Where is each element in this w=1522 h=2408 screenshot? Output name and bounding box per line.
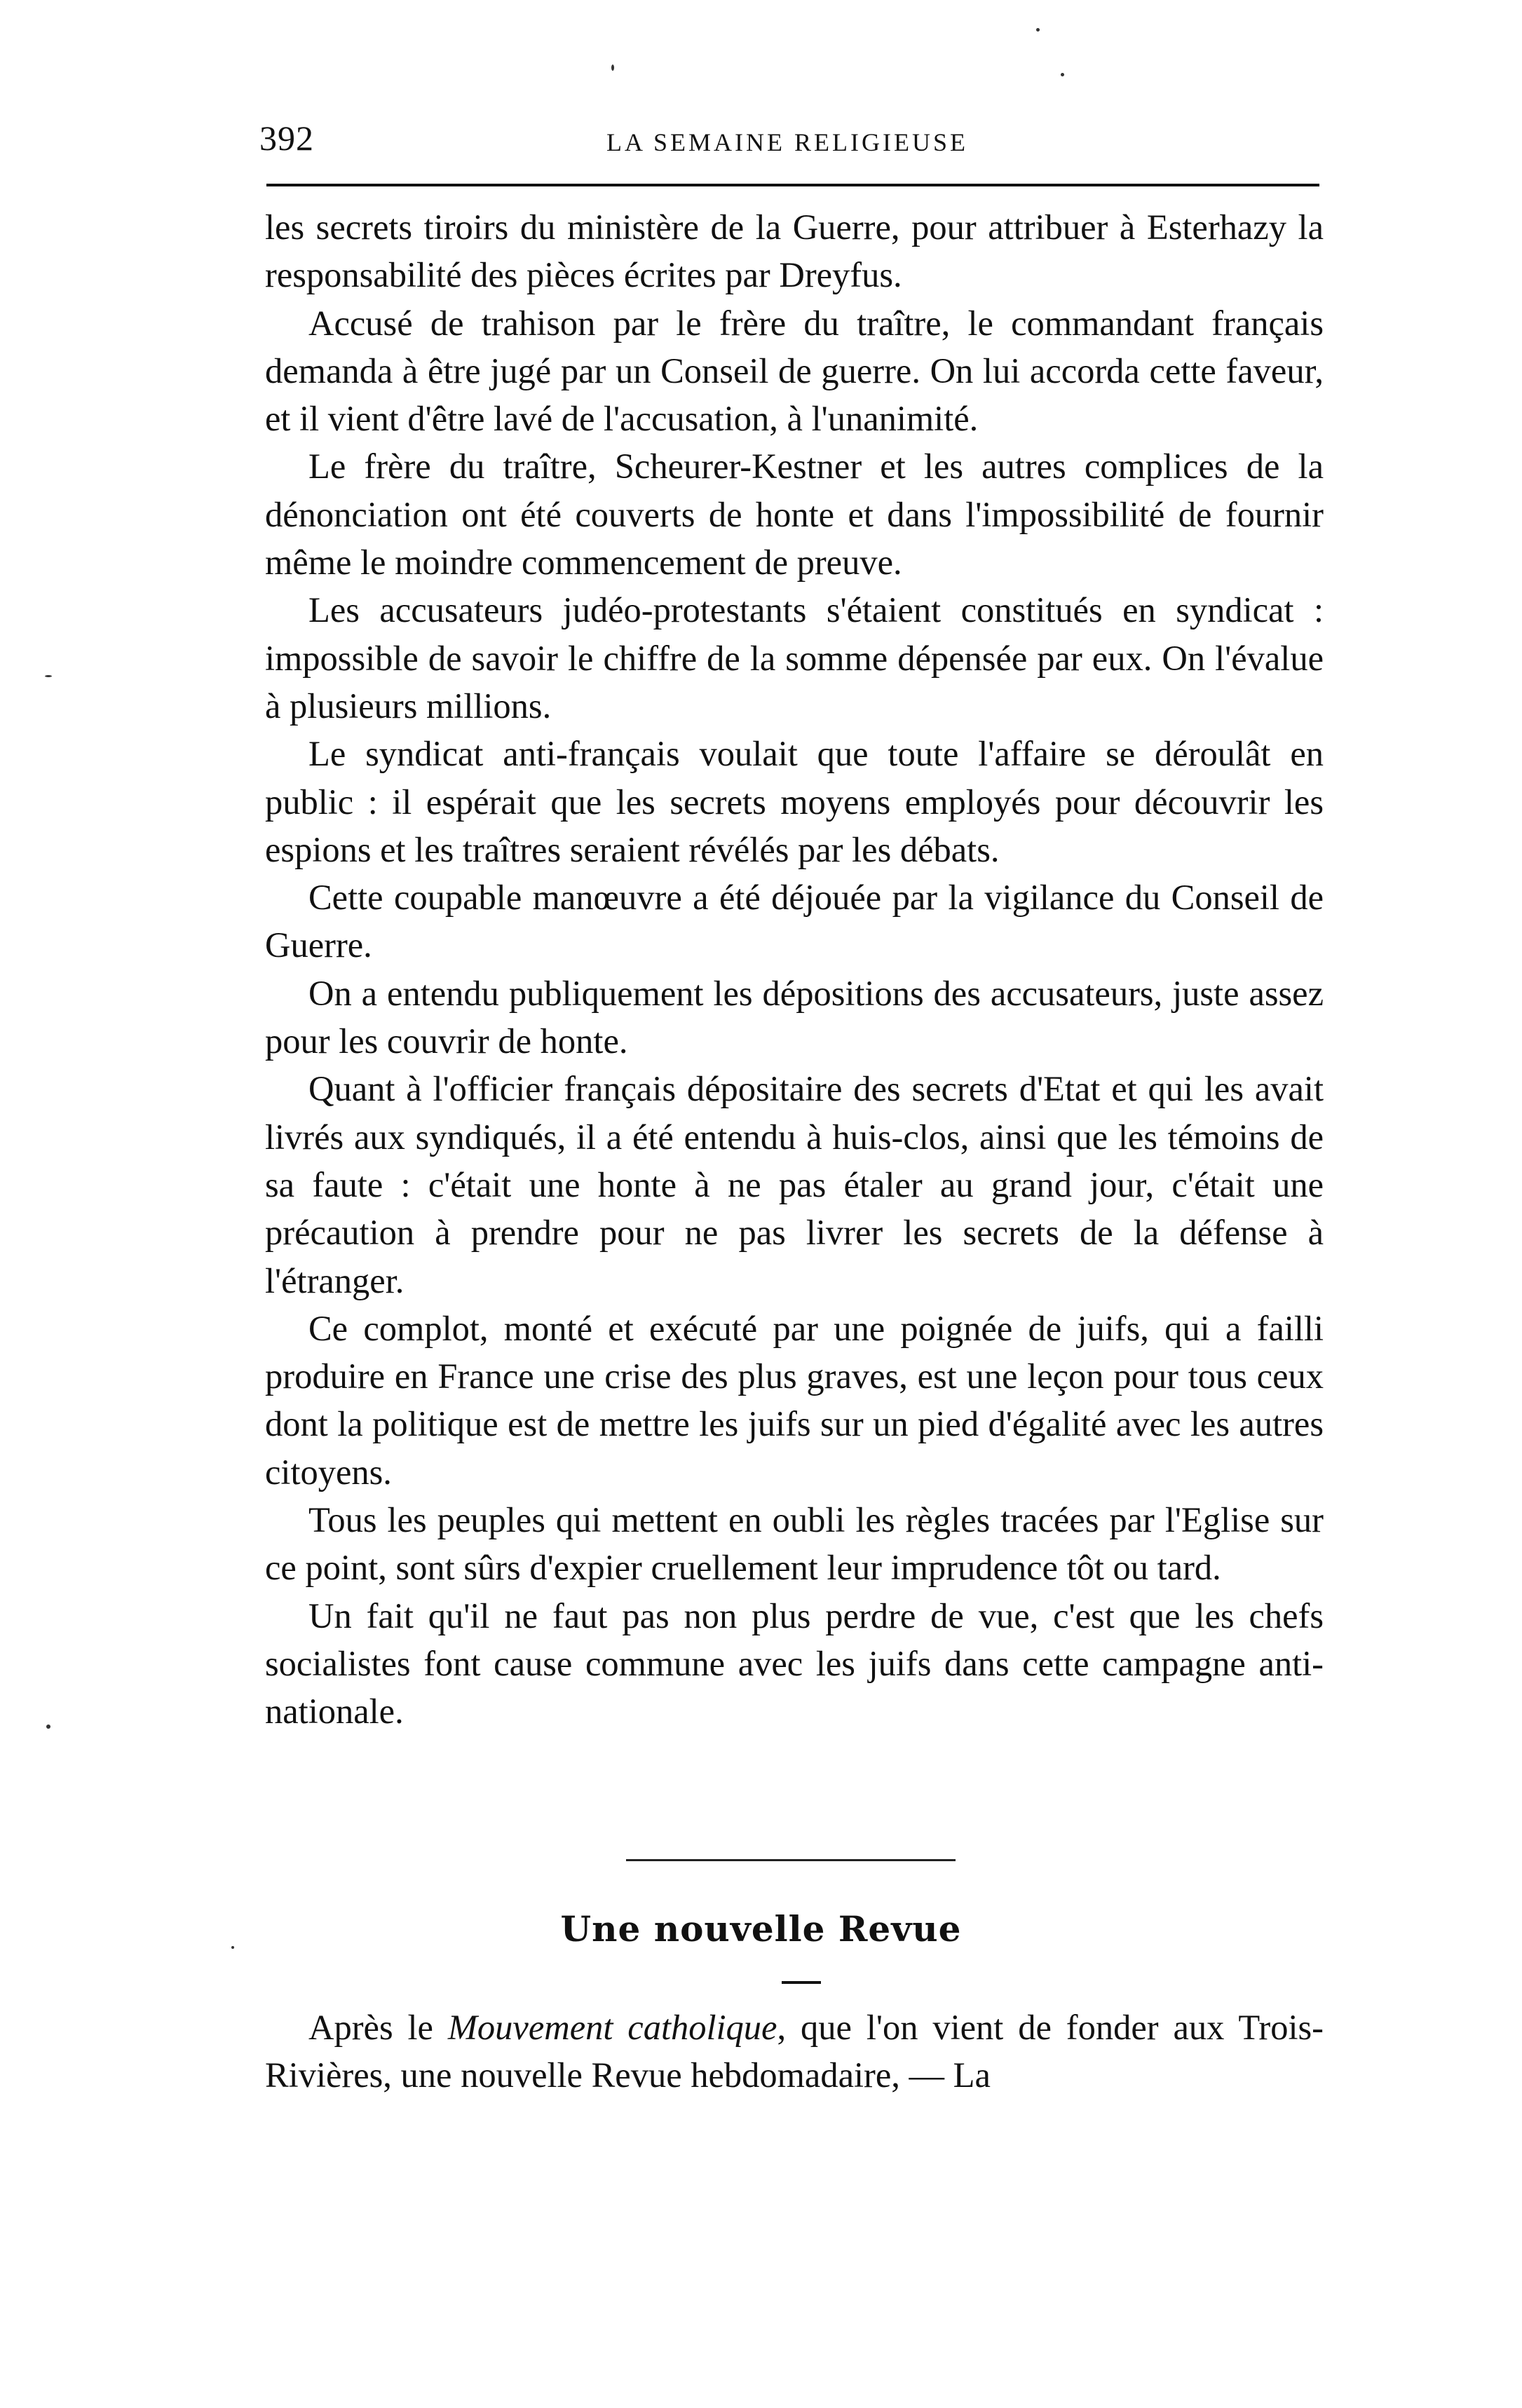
paragraph: les secrets tiroirs du ministère de la Guerre, pour attribuer à Esterhazy la responsabilité des pièces écrites par Dreyfus. [265, 208, 1324, 295]
scan-speck [1036, 28, 1040, 32]
running-head: LA SEMAINE RELIGIEUSE [606, 128, 968, 156]
section-text-italic: Mouvement catholique [447, 2008, 777, 2047]
section-paragraph [265, 2004, 1324, 2099]
section-body [265, 2004, 1324, 2099]
page-number: 392 [259, 118, 314, 158]
section-title: Une nouvelle Revue [560, 1908, 962, 1950]
paragraph: Ce complot, monté et exécuté par une poignée de juifs, qui a failli produire en France une crise des plus graves, est une leçon pour tous ceux dont la politique est de mettre les juifs sur un pied d'égalité avec les autres citoyens. [265, 1308, 1324, 1492]
page-header [259, 118, 1318, 167]
section-text-after: , que l'on vient de fonder aux Trois-Rivières, une nouvelle Revue hebdomadaire, — La [265, 2008, 1324, 2095]
scan-speck [1061, 73, 1064, 76]
paragraph: Le frère du traître, Scheurer-Kestner et les autres complices de la dénonciation ont été couverts de honte et dans l'impossibilité de fournir même le moindre commencement de preuve. [265, 447, 1324, 583]
section-text-before: Après le [308, 2008, 448, 2047]
paragraph: On a entendu publiquement les dépositions des accusateurs, juste assez pour les couvrir de honte. [265, 973, 1324, 1061]
article-body [265, 203, 1324, 1736]
paragraph: Les accusateurs judéo-protestants s'étaient constitués en syndicat : impossible de savoir le chiffre de la somme dépensée par eux. On l'évalue à plusieurs millions. [265, 590, 1324, 726]
paragraph: Le syndicat anti-français voulait que toute l'affaire se déroulât en public : il espérait que les secrets moyens employés pour découvrir les espions et les traîtres seraient révélés par les débats. [265, 734, 1324, 869]
header-rule [266, 184, 1319, 186]
paragraph: Cette coupable manœuvre a été déjouée par la vigilance du Conseil de Guerre. [265, 878, 1324, 965]
title-dash [782, 1981, 821, 1984]
paragraph: Un fait qu'il ne faut pas non plus perdre de vue, c'est que les chefs socialistes font cause commune avec les juifs dans cette campagne anti-nationale. [265, 1596, 1324, 1732]
paragraph: Tous les peuples qui mettent en oubli les règles tracées par l'Eglise sur ce point, sont sûrs d'expier cruellement leur imprudence tôt ou tard. [265, 1500, 1324, 1588]
scan-speck [46, 1725, 50, 1729]
paragraph: Accusé de trahison par le frère du traître, le commandant français demanda à être jugé par un Conseil de guerre. On lui accorda cette faveur, et il vient d'être lavé de l'accusation, à l'unanimité. [265, 303, 1324, 439]
scan-speck [611, 64, 614, 71]
paragraph: Quant à l'officier français dépositaire des secrets d'Etat et qui les avait livrés aux syndiqués, il a été entendu à huis-clos, ainsi que les témoins de sa faute : c'était une honte à ne pas étaler au grand jour, c'était une précaution à prendre pour ne pas livrer les secrets de la défense à l'étranger. [265, 1069, 1324, 1300]
section-separator [626, 1859, 956, 1861]
scan-speck [45, 675, 52, 677]
